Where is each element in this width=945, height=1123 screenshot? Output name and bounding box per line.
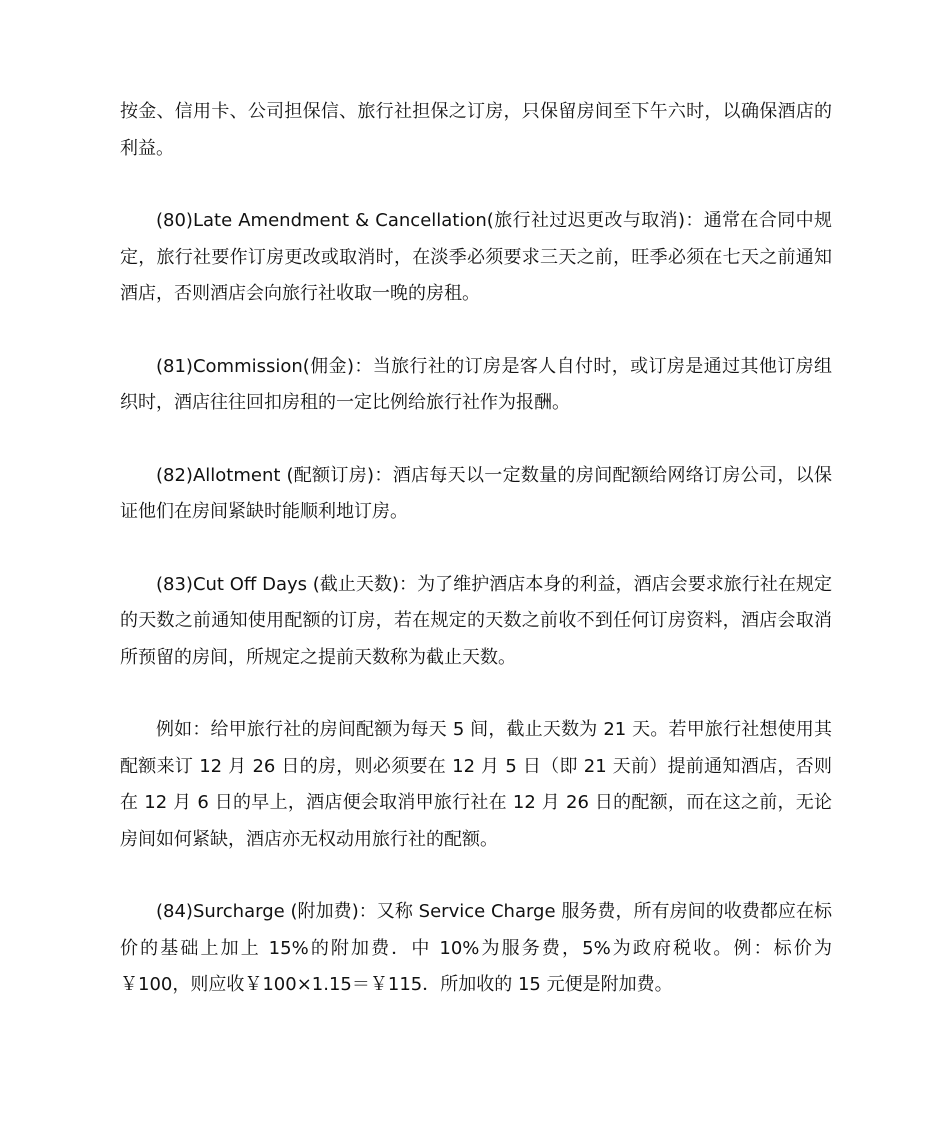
paragraph-surcharge: (84)Surcharge (附加费)：又称 Service Charge 服务费，所有房间的收费都应在标价的基础上加上 15%的附加费．中 10%为服务费，5%为政府税收。例：标价为￥100，则应收￥100×1.15＝￥115．所加收的 15 元便是附加费。 xyxy=(120,901,832,995)
paragraph-example: 例如：给甲旅行社的房间配额为每天 5 间，截止天数为 21 天。若甲旅行社想使用其配额来订 12 月 26 日的房，则必须要在 12 月 5 日（即 21 天前）提前通知酒店，否则在 12 月 6 日的早上，酒店便会取消甲旅行社在 12 月 26 日的配额，而在这之前，无论房间如何紧缺，酒店亦无权动用旅行社的配额。 xyxy=(120,719,832,850)
paragraph-commission: (81)Commission(佣金)：当旅行社的订房是客人自付时，或订房是通过其他订房组织时，酒店往往回扣房租的一定比例给旅行社作为报酬。 xyxy=(120,355,832,413)
paragraph-late-amendment: (80)Late Amendment & Cancellation(旅行社过迟更改与取消)：通常在合同中规定，旅行社要作订房更改或取消时，在淡季必须要求三天之前，旺季必须在七天之前通知酒店，否则酒店会向旅行社收取一晚的房租。 xyxy=(120,210,833,304)
paragraph-cut-off-days: (83)Cut Off Days (截止天数)：为了维护酒店本身的利益，酒店会要求旅行社在规定的天数之前通知使用配额的订房，若在规定的天数之前收不到任何订房资料，酒店会取消所预留的房间，所规定之提前天数称为截止天数。 xyxy=(120,573,832,668)
paragraph-allotment: (82)Allotment (配额订房)：酒店每天以一定数量的房间配额给网络订房公司，以保证他们在房间紧缺时能顺利地订房。 xyxy=(120,464,832,522)
document-page xyxy=(120,94,832,1040)
paragraph-continuation: 按金、信用卡、公司担保信、旅行社担保之订房，只保留房间至下午六时，以确保酒店的利益。 xyxy=(120,101,832,159)
